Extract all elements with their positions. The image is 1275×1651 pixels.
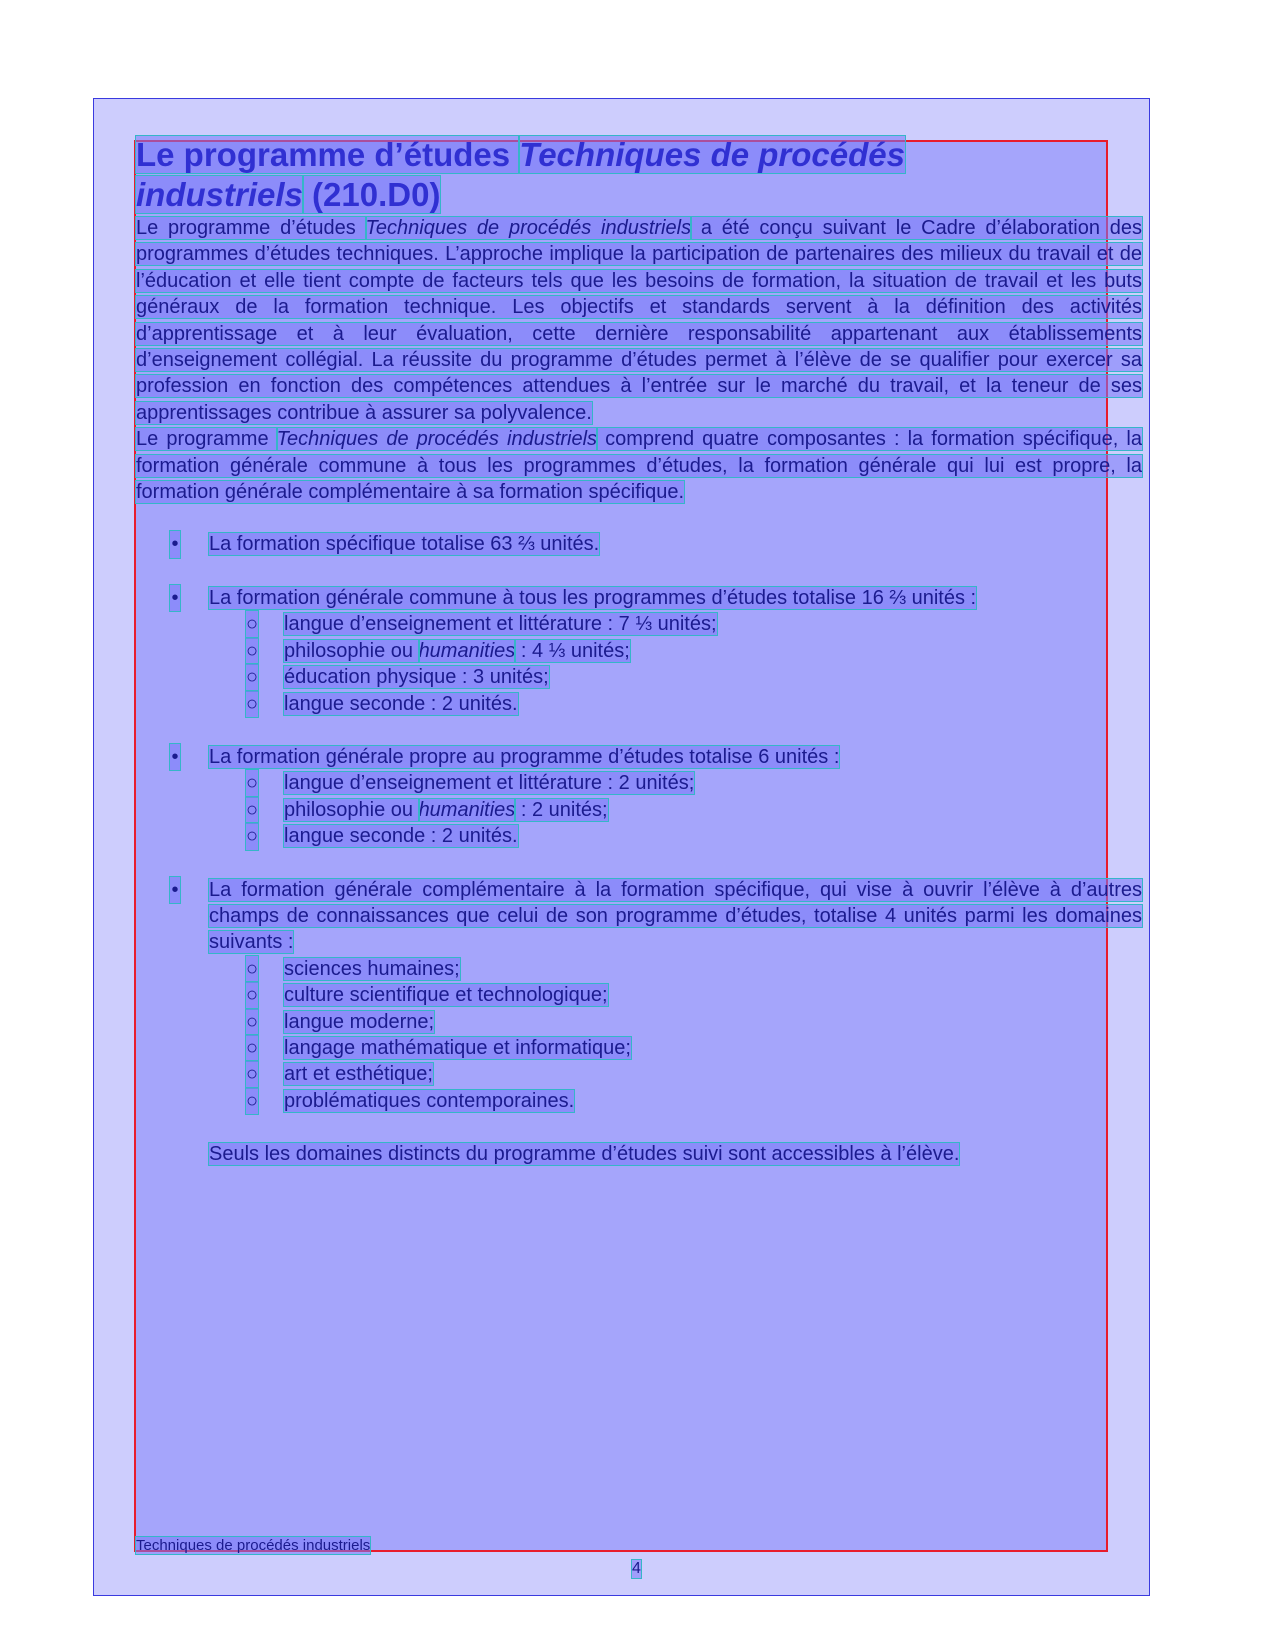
sub-item: ○ art et esthétique; bbox=[208, 1061, 1142, 1087]
sub-list-common bbox=[209, 611, 1142, 717]
components-list bbox=[136, 531, 1142, 1114]
sub-list-program bbox=[209, 770, 1142, 849]
list-item-specific-training: • La formation spécifique totalise 63 ⅔ unités. bbox=[136, 531, 1142, 557]
sub-item: ○ éducation physique : 3 unités; bbox=[208, 664, 1142, 690]
circle-bullet-icon: ○ bbox=[246, 1061, 258, 1087]
circle-bullet-icon: ○ bbox=[246, 1088, 258, 1114]
bullet-icon: • bbox=[170, 531, 180, 557]
sub-item: ○ culture scientifique et technologique; bbox=[208, 982, 1142, 1008]
circle-bullet-icon: ○ bbox=[246, 797, 258, 823]
circle-bullet-icon: ○ bbox=[246, 956, 258, 982]
bullet-icon: • bbox=[170, 877, 180, 903]
bullet-icon: • bbox=[170, 744, 180, 770]
closing-note: Seuls les domaines distincts du programme d’études suivi sont accessibles à l’élève. bbox=[209, 1143, 960, 1166]
list-item-program-general-training: • La formation générale propre au programme d’études totalise 6 unités : ○ langue d’enseignement et littérature : 2 unités; ○ philosophie ou humanities : 2 unités; ○ langue seconde : 2 unités. bbox=[136, 744, 1142, 850]
sub-item: ○ philosophie ou humanities : 2 unités; bbox=[208, 797, 1142, 823]
sub-item: ○ langue seconde : 2 unités. bbox=[208, 823, 1142, 849]
circle-bullet-icon: ○ bbox=[246, 691, 258, 717]
circle-bullet-icon: ○ bbox=[246, 638, 258, 664]
sub-item: ○ langue moderne; bbox=[208, 1009, 1142, 1035]
page-content bbox=[136, 135, 1142, 1168]
circle-bullet-icon: ○ bbox=[246, 1009, 258, 1035]
sub-item: ○ langage mathématique et informatique; bbox=[208, 1035, 1142, 1061]
title-program-name: Techniques de procédés industriels bbox=[136, 136, 905, 213]
sub-item: ○ sciences humaines; bbox=[208, 956, 1142, 982]
sub-item: ○ langue d’enseignement et littérature : 2 unités; bbox=[208, 770, 1142, 796]
intro-paragraph-1: Le programme d’études Techniques de procédés industriels a été conçu suivant le Cadre d’élaboration des programmes d’études techniques. L’approche implique la participation de partenaires des milieux du travail et de l’éducation et elle tient compte de facteurs tels que les besoins de formation, la situation de travail et les buts généraux de la formation technique. Les objectifs et standards servent à la définition des activités d’apprentissage et à leur évaluation, cette dernière responsabilité appartenant aux établissements d’enseignement collégial. La réussite du programme d’études permet à l’élève de se qualifier pour exercer sa profession en fonction des compétences attendues à l’entrée sur le marché du travail, et la teneur de ses apprentissages contribue à assurer sa polyvalence. bbox=[136, 217, 1142, 424]
sub-item: ○ problématiques contemporaines. bbox=[208, 1088, 1142, 1114]
circle-bullet-icon: ○ bbox=[246, 611, 258, 637]
bullet-icon: • bbox=[170, 585, 180, 611]
circle-bullet-icon: ○ bbox=[246, 770, 258, 796]
sub-list-complementary bbox=[209, 956, 1142, 1114]
page-number: 4 bbox=[632, 1560, 641, 1577]
sub-item: ○ langue d’enseignement et littérature : 7 ⅓ unités; bbox=[208, 611, 1142, 637]
title-program-code: (210.D0) bbox=[302, 176, 441, 213]
circle-bullet-icon: ○ bbox=[246, 664, 258, 690]
circle-bullet-icon: ○ bbox=[246, 982, 258, 1008]
circle-bullet-icon: ○ bbox=[246, 823, 258, 849]
circle-bullet-icon: ○ bbox=[246, 1035, 258, 1061]
title-text: Le programme d’études bbox=[136, 136, 520, 173]
list-item-complementary-general-training: • La formation générale complémentaire à la formation spécifique, qui vise à ouvrir l’élève à d’autres champs de connaissances que celui de son programme d’études, totalise 4 unités parmi les domaines suivants : ○ sciences humaines; ○ culture scientifique et technologique; ○ langue moderne; ○ langage mathématique et informatique; ○ art et esthétique; ○ problématiques contemporaines. bbox=[136, 877, 1142, 1115]
footer-program-name: Techniques de procédés industriels bbox=[136, 1537, 371, 1554]
sub-item: ○ philosophie ou humanities : 4 ⅓ unités; bbox=[208, 638, 1142, 664]
intro-paragraph-2: Le programme Techniques de procédés industriels comprend quatre composantes : la formation spécifique, la formation générale commune à tous les programmes d’études, la formation générale qui lui est propre, la formation générale complémentaire à sa formation spécifique. bbox=[136, 428, 1142, 504]
list-item-common-general-training: • La formation générale commune à tous les programmes d’études totalise 16 ⅔ unités : ○ langue d’enseignement et littérature : 7 ⅓ unités; ○ philosophie ou humanities : 4 ⅓ unités; ○ éducation physique : 3 unités; ○ langue seconde : 2 unités. bbox=[136, 585, 1142, 717]
page-title bbox=[136, 135, 966, 215]
sub-item: ○ langue seconde : 2 unités. bbox=[208, 691, 1142, 717]
